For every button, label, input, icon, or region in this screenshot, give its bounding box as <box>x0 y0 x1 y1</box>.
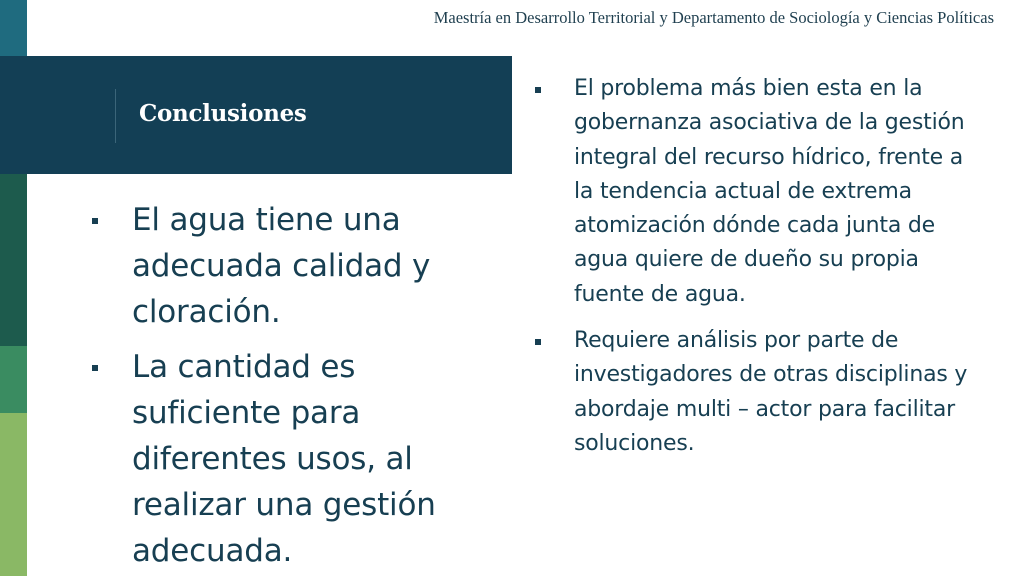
square-bullet-icon <box>535 339 541 345</box>
square-bullet-icon <box>92 218 98 224</box>
accent-stripe-dark-green <box>0 174 27 346</box>
accent-stripe-teal <box>0 0 27 56</box>
accent-stripe-light-green <box>0 413 27 576</box>
left-bullet-text: El agua tiene una adecuada calidad y cloración. <box>132 202 431 330</box>
left-bullet-list <box>92 197 472 583</box>
accent-stripe-green <box>0 346 27 413</box>
right-bullet-item <box>535 72 975 312</box>
header-text: Maestría en Desarrollo Territorial y Departamento de Sociología y Ciencias Políticas <box>433 8 994 27</box>
title-divider <box>115 89 116 143</box>
right-bullet-item <box>535 324 975 461</box>
slide-title: Conclusiones <box>139 100 307 127</box>
left-bullet-text: La cantidad es suficiente para diferentes usos, al realizar una gestión adecuada. <box>132 349 436 569</box>
square-bullet-icon <box>535 87 541 93</box>
left-bullet-item <box>92 344 472 574</box>
left-bullet-item <box>92 197 472 335</box>
right-bullet-text: El problema más bien esta en la gobernanza asociativa de la gestión integral del recurso hídrico, frente a la tendencia actual de extrema atomización dónde cada junta de agua quiere de dueño su propia fuente de agua. <box>574 76 965 307</box>
right-bullet-text: Requiere análisis por parte de investigadores de otras disciplinas y abordaje multi – actor para facilitar soluciones. <box>574 328 968 456</box>
right-bullet-list <box>535 72 975 473</box>
square-bullet-icon <box>92 365 98 371</box>
